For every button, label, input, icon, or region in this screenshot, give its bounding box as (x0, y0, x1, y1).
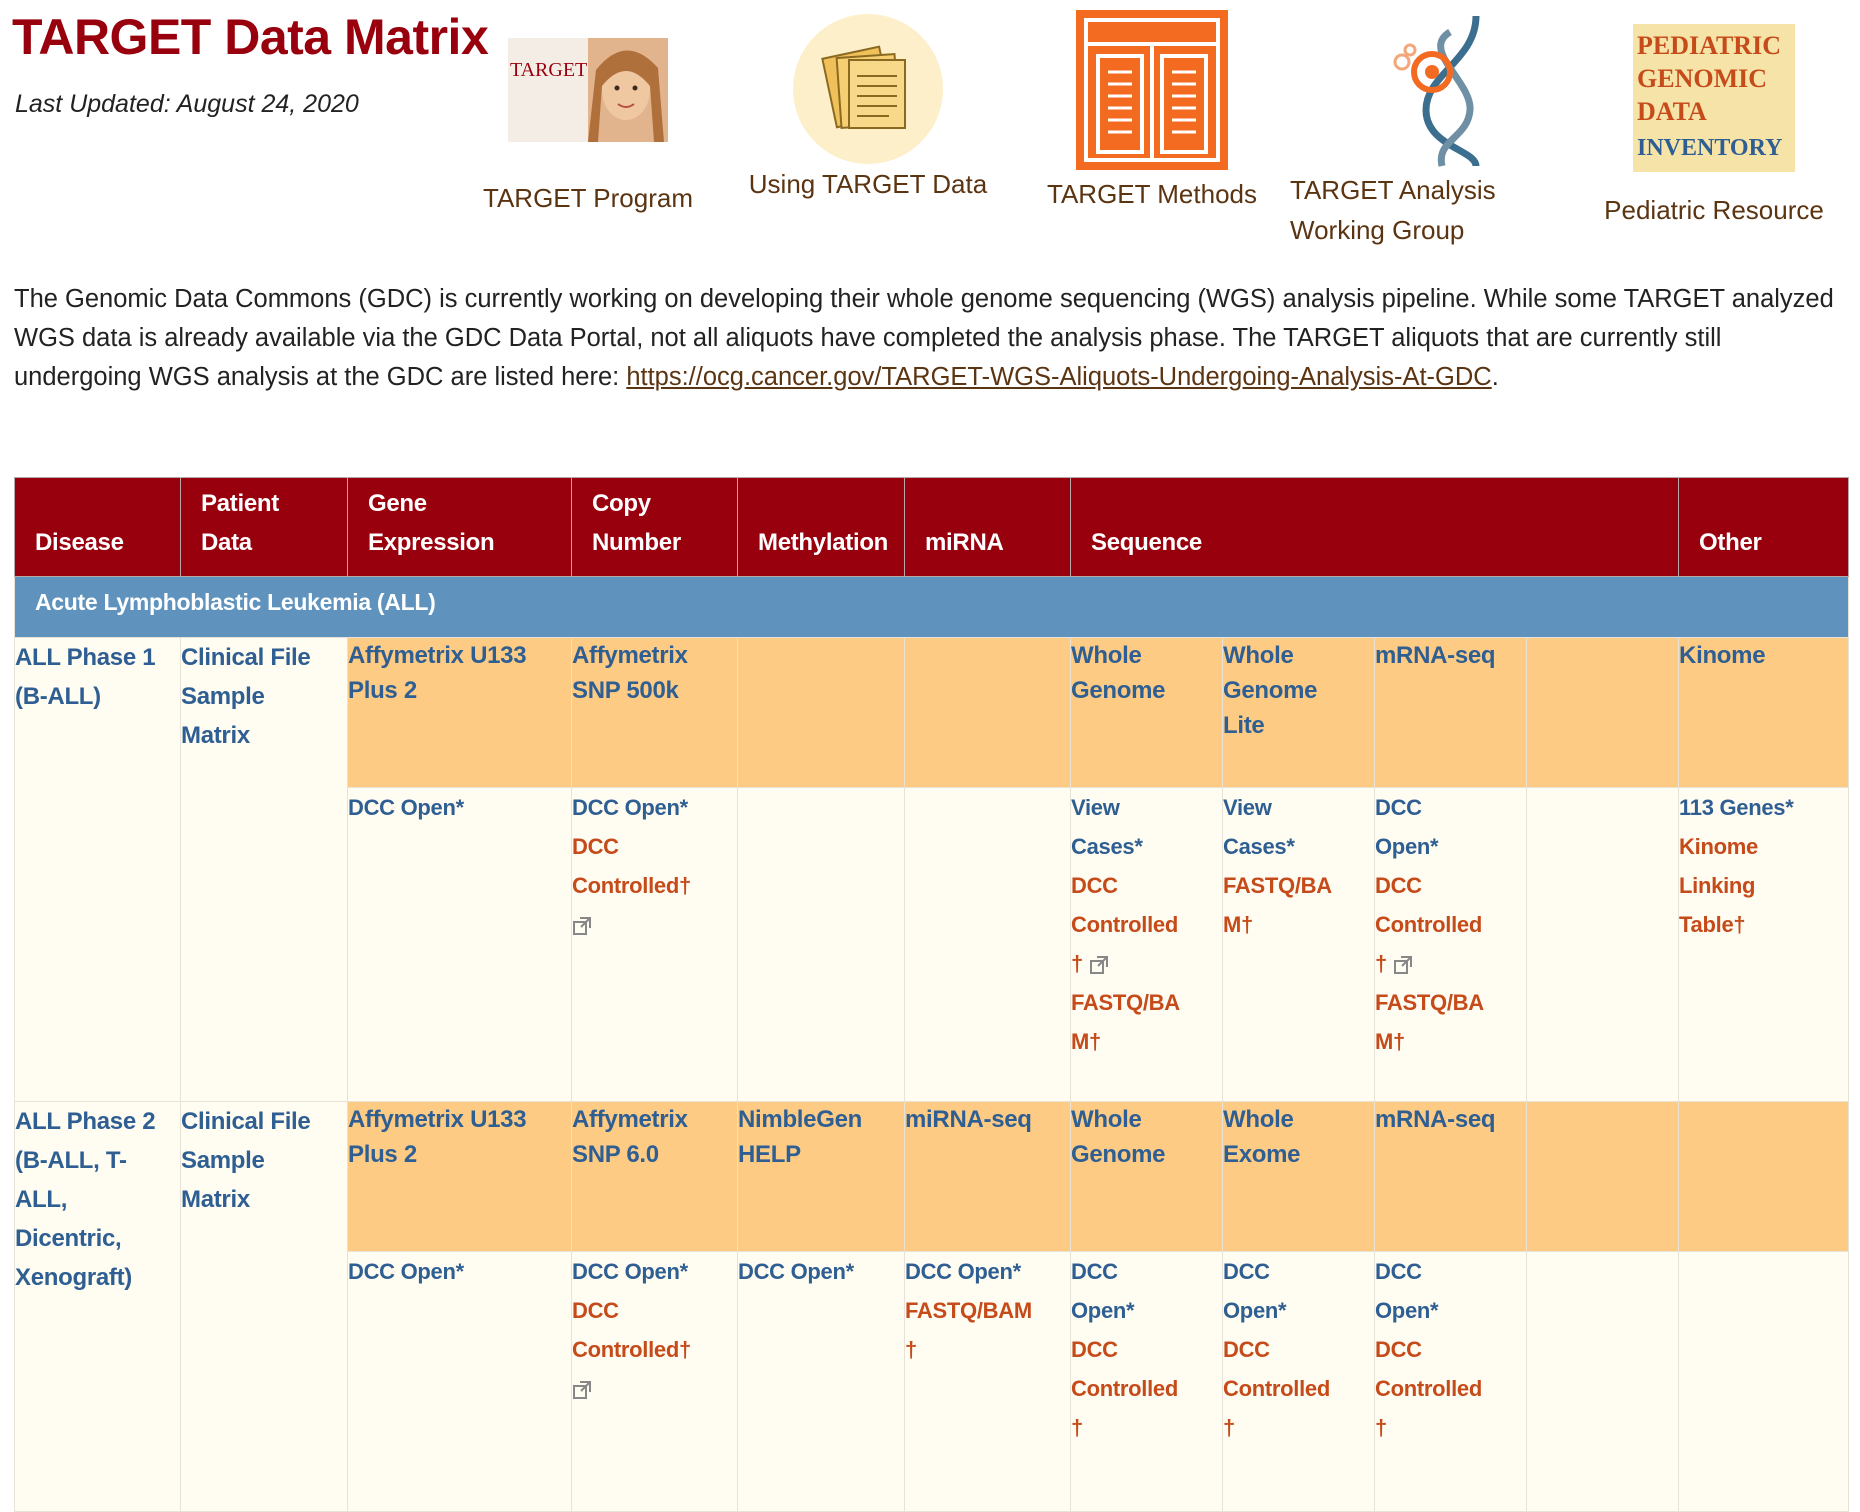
platform-cell: Affymetrix SNP 500k (572, 638, 738, 788)
document-stack-icon (793, 14, 943, 164)
view-cases-link[interactable]: View Cases* (1223, 795, 1295, 859)
dna-helix-icon (1380, 10, 1510, 170)
pediatric-resource-label: Pediatric Resource (1604, 195, 1824, 225)
header-patient-data: Patient Data (181, 478, 348, 577)
header-copy-number: Copy Number (572, 478, 738, 577)
kinome-linking-table-link[interactable]: Kinome Linking Table† (1679, 834, 1758, 937)
matrix-link[interactable]: Matrix (181, 722, 250, 749)
target-methods-label: TARGET Methods (1047, 179, 1257, 209)
platform-cell: Affymetrix U133 Plus 2 (348, 1102, 572, 1252)
table-header-row (15, 478, 1849, 577)
using-target-data-label: Using TARGET Data (748, 169, 988, 199)
dcc-controlled-link[interactable]: DCC Controlled † (1071, 1337, 1178, 1440)
clinical-file-link[interactable]: Clinical File (181, 644, 311, 671)
external-link-icon (572, 1380, 592, 1400)
target-analysis-label-line2: Working Group (1290, 215, 1465, 245)
page-title: TARGET Data Matrix (12, 9, 489, 65)
intro-text: The Genomic Data Commons (GDC) is currently working on developing their whole genome sequencing (WGS) analysis pipeline. While some TARGET analyzed WGS data is already available via the GDC Data Portal, not all aliquots have completed the analysis phase. The TARGET aliquots that are currently still undergoing WGS analysis at the GDC are listed here: (14, 285, 1834, 391)
target-program-image (508, 38, 668, 142)
access-cell (348, 1252, 572, 1512)
data-matrix-table (14, 477, 1849, 1512)
platform-cell: Kinome (1679, 638, 1849, 788)
kinome-genes-link[interactable]: 113 Genes* (1679, 795, 1794, 820)
dcc-open-link[interactable]: DCC Open* (1071, 1259, 1135, 1323)
header-mirna: miRNA (905, 478, 1071, 577)
access-cell (348, 788, 572, 1102)
dcc-controlled-link[interactable]: DCC Controlled† (572, 834, 691, 898)
platform-cell: Whole Genome (1071, 638, 1223, 788)
platform-cell-empty (905, 638, 1071, 788)
dcc-controlled-link[interactable]: DCC Controlled† (572, 1298, 691, 1362)
pediatric-genomic-data-inventory-logo (1633, 24, 1795, 172)
header-methylation: Methylation (738, 478, 905, 577)
platform-cell: miRNA-seq (905, 1102, 1071, 1252)
patient-data-cell (181, 1102, 348, 1512)
external-link-icon (572, 916, 592, 936)
dcc-open-link[interactable]: DCC Open* (348, 1259, 464, 1284)
dcc-controlled-link[interactable]: DCC Controlled † (1071, 873, 1178, 976)
platform-cell-empty (1527, 638, 1679, 788)
platform-cell: Affymetrix U133 Plus 2 (348, 638, 572, 788)
external-link-icon (1393, 955, 1413, 975)
fastq-bam-link[interactable]: FASTQ/BA M† (1071, 990, 1180, 1054)
dcc-open-link[interactable]: DCC Open* (1223, 1259, 1287, 1323)
target-program-link[interactable] (478, 38, 698, 218)
section-title: Acute Lymphoblastic Leukemia (ALL) (15, 577, 1849, 638)
target-analysis-working-group-link[interactable] (1290, 10, 1530, 250)
access-cell (1071, 788, 1223, 1102)
fastq-bam-link[interactable]: FASTQ/BA M† (1223, 873, 1332, 937)
access-cell (572, 1252, 738, 1512)
dcc-open-link[interactable]: DCC Open* (738, 1259, 854, 1284)
target-program-label: TARGET Program (483, 183, 693, 213)
sample-link[interactable]: Sample (181, 1147, 265, 1174)
disease-cell[interactable]: ALL Phase 2 (B-ALL, T- ALL, Dicentric, Xenograft) (15, 1102, 181, 1512)
target-methods-link[interactable] (1042, 10, 1262, 214)
platform-cell: Affymetrix SNP 6.0 (572, 1102, 738, 1252)
platform-cell: NimbleGen HELP (738, 1102, 905, 1252)
wgs-aliquots-link[interactable]: https://ocg.cancer.gov/TARGET-WGS-Aliquots-Undergoing-Analysis-At-GDC (626, 363, 1492, 391)
platform-cell: Whole Genome Lite (1223, 638, 1375, 788)
intro-after: . (1491, 363, 1499, 391)
platform-cell-empty (738, 638, 905, 788)
access-cell-empty (1527, 1252, 1679, 1512)
access-cell (738, 1252, 905, 1512)
fastq-bam-link[interactable]: FASTQ/BA M† (1375, 990, 1484, 1054)
target-program-thumb-text: TARGET (510, 59, 588, 81)
dcc-controlled-link[interactable]: DCC Controlled † (1375, 1337, 1482, 1440)
access-cell-empty (1679, 1252, 1849, 1512)
dcc-open-link[interactable]: DCC Open* (905, 1259, 1021, 1284)
access-cell (1223, 788, 1375, 1102)
patient-data-cell (181, 638, 348, 1102)
svg-text:DATA: DATA (1637, 97, 1707, 126)
fastq-bam-link[interactable]: FASTQ/BAM † (905, 1298, 1032, 1362)
platform-cell: Whole Exome (1223, 1102, 1375, 1252)
header-disease: Disease (15, 478, 181, 577)
platform-cell: Whole Genome (1071, 1102, 1223, 1252)
sample-link[interactable]: Sample (181, 683, 265, 710)
view-cases-link[interactable]: View Cases* (1071, 795, 1143, 859)
access-cell (1375, 788, 1527, 1102)
dcc-open-link[interactable]: DCC Open* (572, 795, 688, 820)
header-other: Other (1679, 478, 1849, 577)
platform-cell: mRNA-seq (1375, 1102, 1527, 1252)
clinical-file-link[interactable]: Clinical File (181, 1108, 311, 1135)
using-target-data-link[interactable] (748, 14, 988, 204)
access-cell (1223, 1252, 1375, 1512)
disease-cell[interactable]: ALL Phase 1 (B-ALL) (15, 638, 181, 1102)
table-row (15, 638, 1849, 788)
access-cell (1375, 1252, 1527, 1512)
svg-text:INVENTORY: INVENTORY (1637, 135, 1783, 161)
access-cell-empty (738, 788, 905, 1102)
matrix-link[interactable]: Matrix (181, 1186, 250, 1213)
table-row (15, 1102, 1849, 1252)
intro-paragraph (14, 280, 1844, 397)
header-sequence: Sequence (1071, 478, 1679, 577)
dcc-open-link[interactable]: DCC Open* (348, 795, 464, 820)
dcc-controlled-link[interactable]: DCC Controlled † (1375, 873, 1482, 976)
svg-text:GENOMIC: GENOMIC (1637, 64, 1767, 93)
access-cell-empty (905, 788, 1071, 1102)
pediatric-resource-link[interactable] (1598, 24, 1830, 230)
dcc-open-link[interactable]: DCC Open* (1375, 795, 1439, 859)
platform-cell: mRNA-seq (1375, 638, 1527, 788)
dcc-controlled-link[interactable]: DCC Controlled † (1223, 1337, 1330, 1440)
access-cell (572, 788, 738, 1102)
access-cell (1071, 1252, 1223, 1512)
document-columns-icon (1076, 10, 1228, 170)
platform-cell-empty (1527, 1102, 1679, 1252)
section-row-all (15, 577, 1849, 638)
dcc-open-link[interactable]: DCC Open* (1375, 1259, 1439, 1323)
access-cell-empty (1527, 788, 1679, 1102)
dcc-open-link[interactable]: DCC Open* (572, 1259, 688, 1284)
access-cell (1679, 788, 1849, 1102)
svg-text:PEDIATRIC: PEDIATRIC (1637, 31, 1781, 60)
header-gene-expression: Gene Expression (348, 478, 572, 577)
external-link-icon (1089, 955, 1109, 975)
access-cell (905, 1252, 1071, 1512)
platform-cell-empty (1679, 1102, 1849, 1252)
target-analysis-label-line1: TARGET Analysis (1290, 175, 1496, 205)
last-updated: Last Updated: August 24, 2020 (15, 90, 359, 118)
